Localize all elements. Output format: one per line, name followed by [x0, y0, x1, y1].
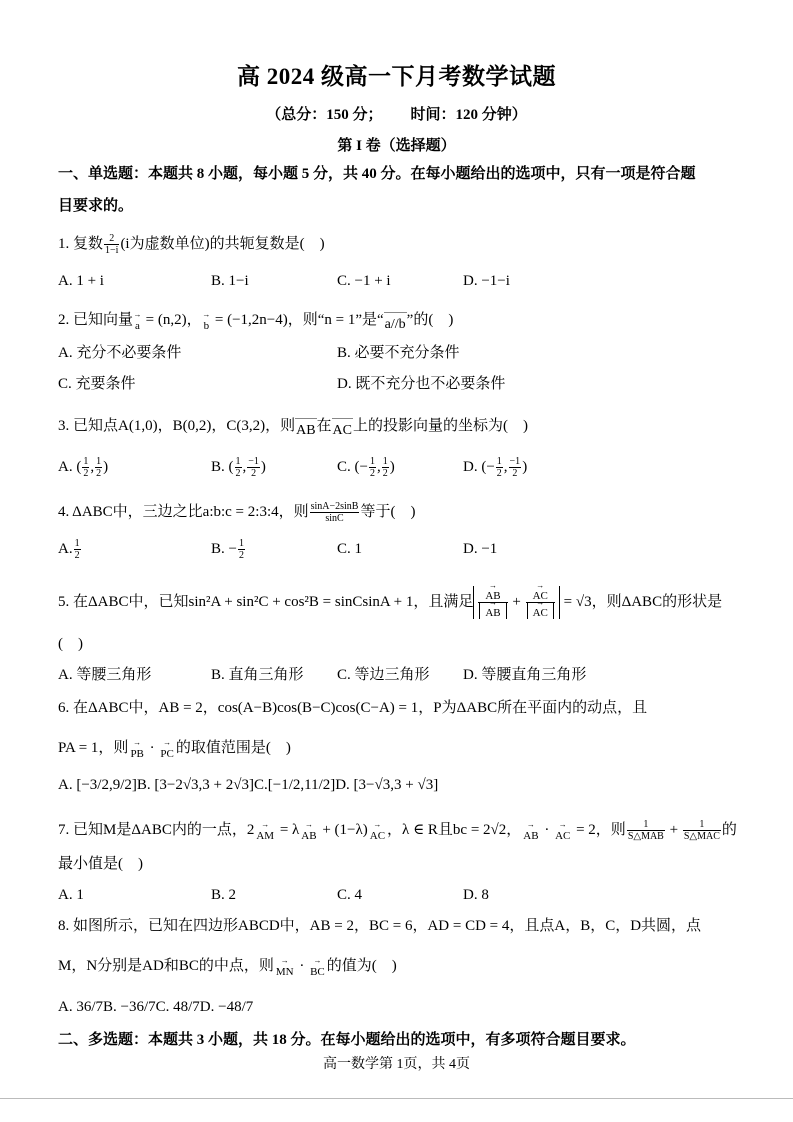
- q2-option-a: A. 充分不必要条件: [58, 345, 182, 361]
- q1-option-b: B. 1−i: [211, 273, 249, 289]
- q7-option-a: A. 1: [58, 887, 84, 903]
- q8-options: A. 36/7B. −36/7C. 48/7D. −48/7: [58, 999, 254, 1015]
- q2-vector-b: → b: [202, 314, 212, 338]
- q4-option-d: D. −1: [463, 541, 498, 557]
- q4-option-a: A. $\frac{1}{2}$: [58, 538, 80, 562]
- q7-fraction-1: $\frac{1}{\text{S△MAB}}$: [627, 819, 664, 843]
- page-footer: 高一数学第 1页，共 4页: [323, 1057, 470, 1072]
- question-1: [58, 232, 748, 256]
- q6-options: A. [−3/2,9/2]B. [3−2√3,3 + 2√3]C.[−1/2,11/2]D. [3−√3,3 + √3]: [58, 777, 439, 793]
- q1-text-pre: 1. 复数: [58, 236, 104, 252]
- section2-heading: 二、多选题：本题共 3 小题，共 18 分。在每小题给出的选项中，有多项符合题目要求。: [58, 1032, 636, 1048]
- question-6-line2: PA = 1，则→ PB · → PC 的取值范围是( ): [58, 736, 748, 766]
- q3-option-d: D. (− $\frac{1}{2}$ , $\frac{-1}{2}$ ): [463, 456, 528, 480]
- q7-option-d: D. 8: [463, 887, 489, 903]
- q5-line2: ( ): [58, 636, 83, 652]
- q3-option-a: A. ( $\frac{1}{2}$ , $\frac{1}{2}$ ): [58, 456, 109, 480]
- exam-time: 时间：120 分钟）: [410, 107, 527, 123]
- q8-vector-bc: → BC: [308, 960, 327, 984]
- exam-title: 高 2024 级高一下月考数学试题: [237, 64, 556, 89]
- q1-text-post: (i为虚数单位)的共轭复数是( ): [120, 236, 325, 252]
- q2-condition: a//b: [384, 312, 407, 337]
- q3-option-c: C. (− $\frac{1}{2}$ , $\frac{1}{2}$ ): [337, 456, 395, 480]
- q1-option-c: C. −1 + i: [337, 273, 391, 289]
- question-4: 4. ΔABC中，三边之比a:b:c = 2:3:4，则 $\frac{\sin A-2\sin B}{\sin C}$ 等于( ): [58, 501, 416, 525]
- q2-vector-a: → a: [133, 314, 142, 338]
- question-6-line1: 6. 在ΔABC中，AB = 2，cos(A−B)cos(B−C)cos(C−A) = 1，P为ΔABC所在平面内的动点，且: [58, 700, 648, 716]
- question-7-line2: 最小值是( ): [58, 856, 143, 872]
- section1-heading: [58, 158, 738, 222]
- section1-line1: 一、单选题：本题共 8 小题，每小题 5 分，共 40 分。在每小题给出的选项中，只有一项是符合题: [58, 166, 696, 182]
- q5-abs-expression: → AB → AB + → AC → AC: [473, 586, 560, 619]
- q7-option-b: B. 2: [211, 887, 237, 903]
- q4-option-b: B. − $\frac{1}{2}$: [211, 538, 244, 562]
- q1-option-d: D. −1−i: [463, 273, 510, 289]
- q4-option-c: C. 1: [337, 541, 363, 557]
- total-score: （总分：150 分；: [266, 107, 383, 123]
- q6-vector-pb: → PB: [128, 742, 145, 766]
- question-7-line1: 7. 已知M是ΔABC内的一点，2→ AM = λ→ AB + (1−λ)→ AC ，λ ∈ R且bc = 2√2，→ AB · → AC = 2，则 $\frac{1}{\text{S△MAB}}$ + $\frac{1}{\text{S△MAC}}$ 的: [58, 818, 748, 848]
- q1-option-a: A. 1 + i: [58, 273, 104, 289]
- q8-vector-mn: → MN: [274, 960, 296, 984]
- q2-option-c: C. 充要条件: [58, 376, 136, 392]
- q5-option-a: A. 等腰三角形: [58, 667, 152, 683]
- q2-option-b: B. 必要不充分条件: [337, 345, 460, 361]
- question-3: 3. 已知点A(1,0)，B(0,2)，C(3,2)，则AB在AC上的投影向量的坐标为( ): [58, 414, 748, 443]
- q3-option-b: B. ( $\frac{1}{2}$ , $\frac{-1}{2}$ ): [211, 456, 266, 480]
- q5-option-d: D. 等腰直角三角形: [463, 667, 587, 683]
- q2-option-d: D. 既不充分也不必要条件: [337, 376, 506, 392]
- q7-fraction-2: $\frac{1}{\text{S△MAC}}$: [683, 819, 720, 843]
- q3-vector-ac: AC: [332, 418, 353, 443]
- question-5: 5. 在ΔABC中，已知sin²A + sin²C + cos²B = sinCsinA + 1，且满足 → AB → AB + → AC → AC = √3，则ΔABC的形状是: [58, 586, 748, 619]
- volume-heading: 第 I 卷（选择题）: [337, 138, 456, 154]
- q7-option-c: C. 4: [337, 887, 363, 903]
- question-8-line2: M，N分别是AD和BC的中点，则→ MN · → BC 的值为( ): [58, 954, 748, 984]
- bottom-rule: [0, 1098, 793, 1099]
- question-2: 2. 已知向量→ a = (n,2)，→ b = (−1,2n−4)，则“n = 1”是“a//b”的( ): [58, 308, 748, 338]
- q3-vector-ab: AB: [295, 418, 316, 443]
- q6-vector-pc: → PC: [158, 742, 175, 766]
- q4-fraction: $\frac{\sin A-2\sin B}{\sin C}$: [310, 501, 359, 525]
- q5-option-b: B. 直角三角形: [211, 667, 304, 683]
- q5-option-c: C. 等边三角形: [337, 667, 430, 683]
- q1-fraction: $\frac{2}{1-i}$: [105, 233, 119, 257]
- section1-line2: 目要求的。: [58, 198, 134, 214]
- exam-subtitle: [0, 103, 793, 124]
- question-8-line1: 8. 如图所示，已知在四边形ABCD中，AB = 2，BC = 6，AD = CD = 4，且点A，B，C，D共圆，点: [58, 918, 702, 934]
